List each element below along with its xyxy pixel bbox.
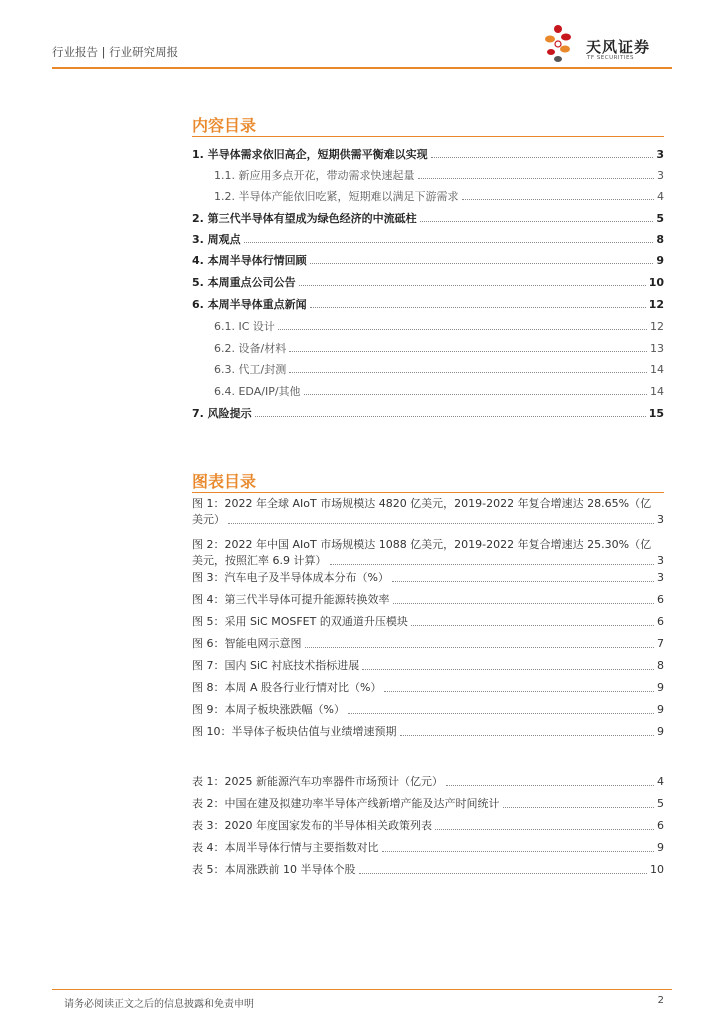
dot-leader bbox=[289, 350, 647, 352]
figure-entry[interactable] bbox=[192, 614, 664, 630]
toc-entry-label: 6.2. 设备/材料 bbox=[214, 342, 287, 355]
brand-subtitle: TF SECURITIES bbox=[587, 55, 634, 61]
figure-entry[interactable] bbox=[192, 496, 664, 528]
header-divider bbox=[52, 67, 672, 69]
toc-entry-label: 6.1. IC 设计 bbox=[214, 320, 275, 333]
toc-entry-page: 3 bbox=[656, 148, 664, 161]
dot-leader bbox=[304, 393, 647, 395]
footer-divider bbox=[52, 989, 672, 990]
dot-leader bbox=[310, 306, 646, 308]
toc-entry-page: 9 bbox=[656, 254, 664, 267]
toc-entry-label: 1.1. 新应用多点开花，带动需求快速起量 bbox=[214, 169, 415, 182]
table-entry-label: 表 1：2025 新能源汽车功率器件市场预计（亿元） bbox=[192, 775, 443, 788]
toc-entry[interactable] bbox=[192, 405, 664, 421]
toc-entry[interactable] bbox=[192, 146, 664, 162]
figure-entry-label-cont: 图 4：第三代半导体可提升能源转换效率 bbox=[192, 593, 390, 606]
dot-leader bbox=[299, 284, 646, 286]
table-entry-page: 5 bbox=[657, 797, 664, 810]
toc-entry-label: 3. 周观点 bbox=[192, 233, 241, 246]
toc-entry[interactable] bbox=[192, 296, 664, 312]
toc-entry[interactable] bbox=[214, 340, 664, 356]
toc-entry-page: 14 bbox=[650, 363, 664, 376]
page-number: 2 bbox=[657, 995, 664, 1006]
figure-entry-label-cont: 美元，按照汇率 6.9 计算） bbox=[192, 554, 327, 567]
figure-entry[interactable] bbox=[192, 537, 664, 569]
toc-entry-page: 12 bbox=[648, 298, 664, 311]
figure-entry[interactable] bbox=[192, 724, 664, 740]
dot-leader bbox=[503, 806, 655, 808]
toc-entry-label: 6.4. EDA/IP/其他 bbox=[214, 385, 301, 398]
table-entry-page: 9 bbox=[657, 841, 664, 854]
toc-entry[interactable] bbox=[192, 274, 664, 290]
toc-entry-label: 1. 半导体需求依旧高企，短期供需平衡难以实现 bbox=[192, 148, 428, 161]
tf-logo-icon bbox=[532, 22, 584, 66]
table-entry-label: 表 5：本周涨跌前 10 半导体个股 bbox=[192, 863, 356, 876]
toc-entry-page: 14 bbox=[650, 385, 664, 398]
toc-entry-page: 4 bbox=[657, 190, 664, 203]
figure-entry-label-cont: 图 3：汽车电子及半导体成本分布（%） bbox=[192, 571, 389, 584]
figures-title-rule bbox=[192, 492, 664, 493]
table-entry-page: 10 bbox=[650, 863, 664, 876]
dot-leader bbox=[411, 624, 654, 626]
dot-leader bbox=[348, 712, 654, 714]
figure-entry[interactable] bbox=[192, 570, 664, 586]
table-entry[interactable] bbox=[192, 796, 664, 812]
dot-leader bbox=[400, 734, 655, 736]
toc-title-rule bbox=[192, 136, 664, 137]
page-header bbox=[52, 40, 674, 70]
toc-entry-label: 6. 本周半导体重点新闻 bbox=[192, 298, 307, 311]
figure-entry-label-cont: 图 10：半导体子板块估值与业绩增速预期 bbox=[192, 725, 397, 738]
table-entry[interactable] bbox=[192, 840, 664, 856]
toc-entry-label: 6.3. 代工/封测 bbox=[214, 363, 287, 376]
toc-entry[interactable] bbox=[214, 383, 664, 399]
toc-entry-page: 5 bbox=[656, 212, 664, 225]
figure-entry-page: 9 bbox=[657, 681, 664, 694]
table-entry[interactable] bbox=[192, 818, 664, 834]
dot-leader bbox=[305, 646, 655, 648]
footer-disclaimer: 请务必阅读正文之后的信息披露和免责申明 bbox=[64, 999, 254, 1010]
table-entry[interactable] bbox=[192, 774, 664, 790]
dot-leader bbox=[278, 328, 647, 330]
figure-entry-page: 6 bbox=[657, 593, 664, 606]
figure-entry[interactable] bbox=[192, 702, 664, 718]
figure-entry-label-cont: 图 8：本周 A 股各行业行情对比（%） bbox=[192, 681, 382, 694]
toc-entry[interactable] bbox=[192, 231, 664, 247]
dot-leader bbox=[431, 156, 654, 158]
toc-entry[interactable] bbox=[192, 210, 664, 226]
dot-leader bbox=[418, 177, 655, 179]
figure-entry-page: 3 bbox=[657, 571, 664, 584]
table-entry-label: 表 2：中国在建及拟建功率半导体产线新增产能及达产时间统计 bbox=[192, 797, 500, 810]
dot-leader bbox=[255, 415, 646, 417]
brand-logo bbox=[532, 22, 672, 66]
dot-leader bbox=[244, 241, 654, 243]
dot-leader bbox=[228, 522, 654, 524]
dot-leader bbox=[393, 602, 655, 604]
table-entry-label: 表 3：2020 年度国家发布的半导体相关政策列表 bbox=[192, 819, 432, 832]
table-entry-label: 表 4：本周半导体行情与主要指数对比 bbox=[192, 841, 379, 854]
figure-entry-label-cont: 美元） bbox=[192, 513, 225, 526]
figure-entry-label-cont: 图 9：本周子板块涨跌幅（%） bbox=[192, 703, 345, 716]
dot-leader bbox=[384, 690, 654, 692]
table-entry-page: 6 bbox=[657, 819, 664, 832]
figure-entry[interactable] bbox=[192, 658, 664, 674]
table-entry[interactable] bbox=[192, 862, 664, 878]
dot-leader bbox=[310, 262, 654, 264]
toc-entry[interactable] bbox=[192, 252, 664, 268]
dot-leader bbox=[330, 563, 655, 565]
toc-title: 内容目录 bbox=[192, 116, 257, 135]
figure-entry-label: 图 2：2022 年中国 AIoT 市场规模达 1088 亿美元，2019-2022 年复合增速达 25.30%（亿 bbox=[192, 538, 652, 551]
toc-entry-label: 2. 第三代半导体有望成为绿色经济的中流砥柱 bbox=[192, 212, 417, 225]
toc-entry[interactable] bbox=[214, 361, 664, 377]
toc-entry-label: 7. 风险提示 bbox=[192, 407, 252, 420]
figure-entry-page: 3 bbox=[657, 554, 664, 567]
dot-leader bbox=[435, 828, 654, 830]
figures-title: 图表目录 bbox=[192, 472, 257, 491]
toc-entry-page: 15 bbox=[648, 407, 664, 420]
dot-leader bbox=[420, 220, 654, 222]
toc-entry-page: 13 bbox=[650, 342, 664, 355]
dot-leader bbox=[446, 784, 654, 786]
toc-entry-label: 5. 本周重点公司公告 bbox=[192, 276, 296, 289]
toc-entry-page: 8 bbox=[656, 233, 664, 246]
doc-type-label: 行业报告 | 行业研究周报 bbox=[52, 45, 179, 59]
figure-entry-label: 图 1：2022 年全球 AIoT 市场规模达 4820 亿美元，2019-2022 年复合增速达 28.65%（亿 bbox=[192, 497, 652, 510]
figure-entry[interactable] bbox=[192, 636, 664, 652]
toc-entry[interactable] bbox=[214, 318, 664, 334]
dot-leader bbox=[392, 580, 654, 582]
figure-entry-page: 9 bbox=[657, 725, 664, 738]
figure-entry-label-cont: 图 6：智能电网示意图 bbox=[192, 637, 302, 650]
toc-entry-page: 12 bbox=[650, 320, 664, 333]
toc-entry-page: 3 bbox=[657, 169, 664, 182]
figure-entry-page: 3 bbox=[657, 513, 664, 526]
toc-entry[interactable] bbox=[214, 188, 664, 204]
toc-entry-label: 1.2. 半导体产能依旧吃紧，短期难以满足下游需求 bbox=[214, 190, 459, 203]
toc-entry-label: 4. 本周半导体行情回顾 bbox=[192, 254, 307, 267]
dot-leader bbox=[362, 668, 654, 670]
dot-leader bbox=[462, 198, 655, 200]
dot-leader bbox=[289, 371, 647, 373]
toc-entry-page: 10 bbox=[648, 276, 664, 289]
table-entry-page: 4 bbox=[657, 775, 664, 788]
toc-entry[interactable] bbox=[214, 167, 664, 183]
dot-leader bbox=[359, 872, 648, 874]
figure-entry-label-cont: 图 7：国内 SiC 衬底技术指标进展 bbox=[192, 659, 360, 672]
figure-entry-page: 9 bbox=[657, 703, 664, 716]
dot-leader bbox=[382, 850, 655, 852]
figure-entry-page: 7 bbox=[657, 637, 664, 650]
figure-entry-label-cont: 图 5：采用 SiC MOSFET 的双通道升压模块 bbox=[192, 615, 408, 628]
brand-name: 天风证券 bbox=[586, 38, 651, 56]
figure-entry[interactable] bbox=[192, 592, 664, 608]
figure-entry-page: 8 bbox=[657, 659, 664, 672]
figure-entry-page: 6 bbox=[657, 615, 664, 628]
figure-entry[interactable] bbox=[192, 680, 664, 696]
